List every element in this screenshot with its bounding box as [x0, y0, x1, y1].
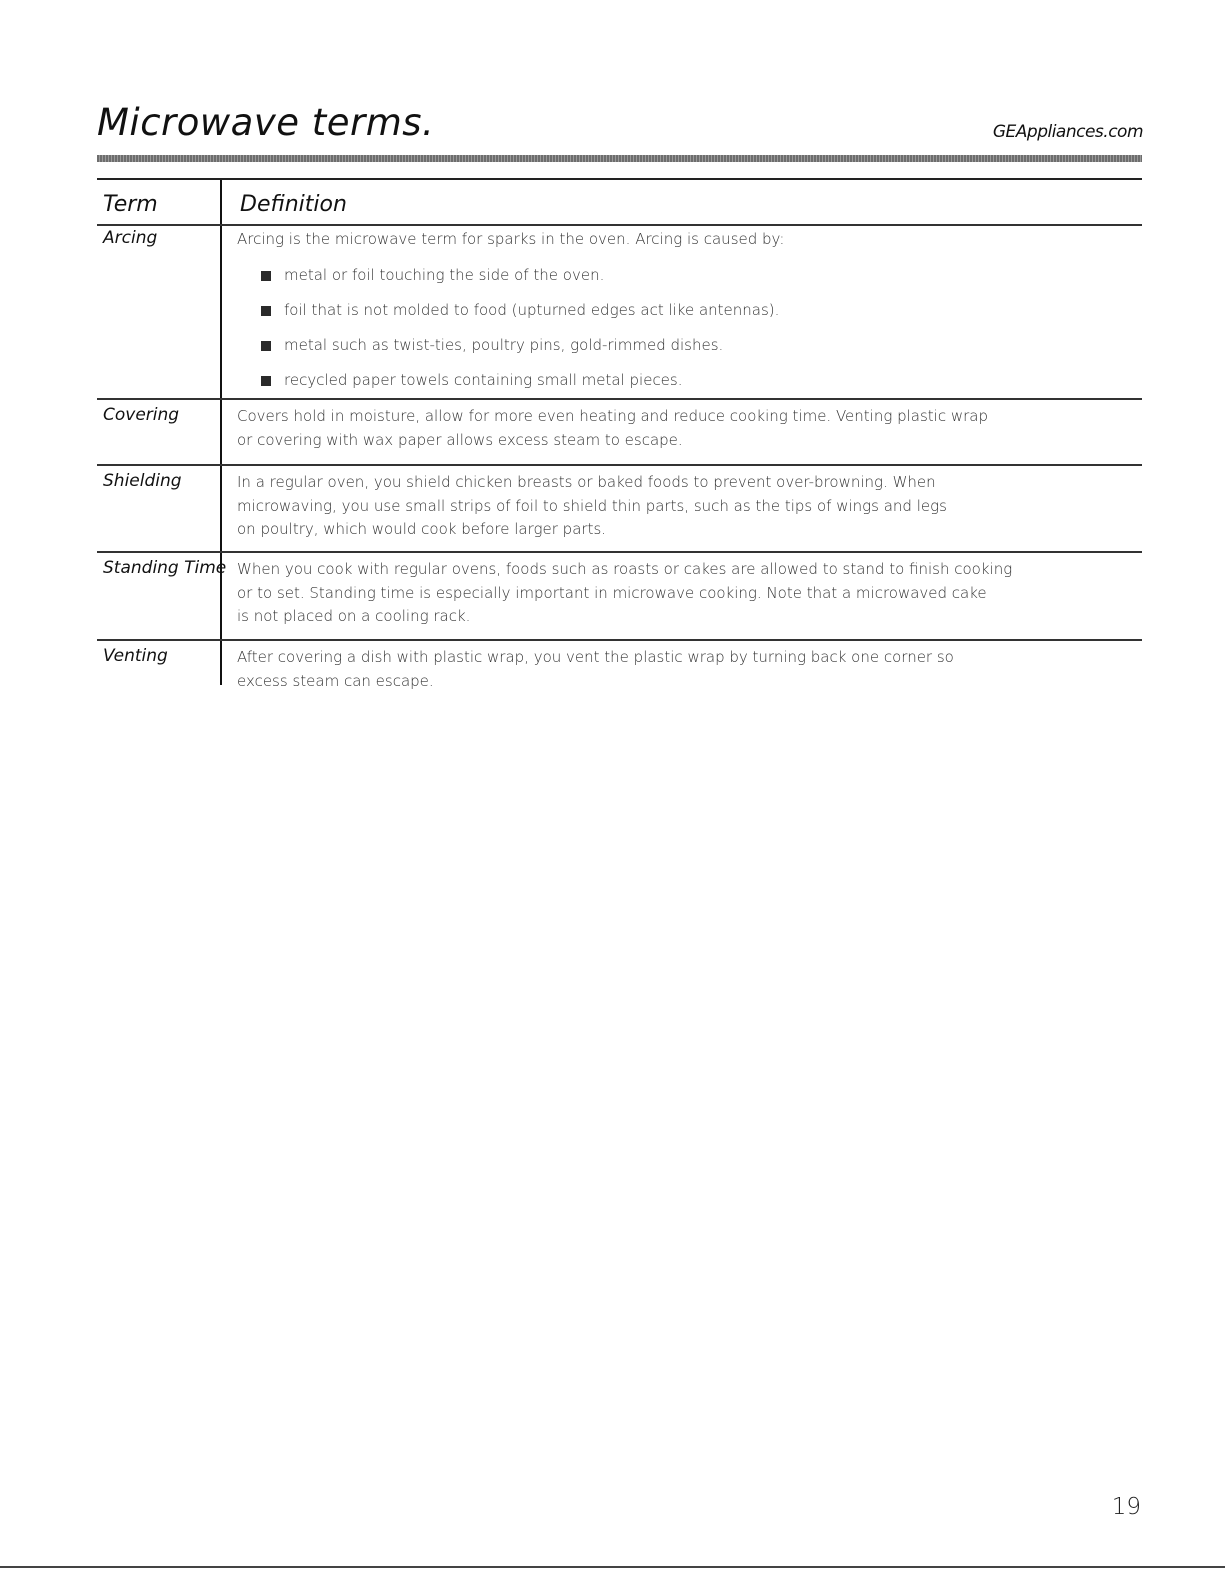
- bottom-rule: [0, 1566, 1225, 1568]
- column-header-definition: Definition: [240, 192, 347, 217]
- definition-line: Covers hold in moisture, allow for more even heating and reduce cooking time. Venting plastic wrap: [237, 407, 989, 425]
- page-number: 19: [1111, 1494, 1141, 1520]
- definition-line: excess steam can escape.: [237, 671, 434, 690]
- definition-line: is not placed on a cooling rack.: [237, 607, 471, 625]
- definition-cell: [237, 466, 1142, 542]
- list-item-text: metal or foil touching the side of the oven.: [284, 265, 605, 284]
- definition-line: When you cook with regular ovens, foods such as roasts or cakes are allowed to stand to finish cooking: [237, 560, 1013, 578]
- definition-line: microwaving, you use small strips of foil to shield thin parts, such as the tips of wings and legs: [237, 496, 947, 515]
- definition-line: on poultry, which would cook before larger parts.: [237, 520, 607, 538]
- definition-cell: [237, 553, 1142, 629]
- title-rule: [97, 155, 1142, 162]
- terms-table: [97, 178, 1142, 691]
- definition-line: In a regular oven, you shield chicken breasts or baked foods to prevent over-browning. When: [237, 473, 936, 491]
- square-bullet-icon: [261, 306, 271, 316]
- definition-text: Arcing is the microwave term for sparks in the oven. Arcing is caused by:: [237, 230, 785, 248]
- bullet-list: [237, 264, 1142, 393]
- term-label: Standing Time: [103, 558, 227, 578]
- term-label: Shielding: [103, 471, 182, 491]
- page-title: Microwave terms.: [97, 101, 435, 144]
- definition-line: or to set. Standing time is especially important in microwave cooking. Note that a microwaved cake: [237, 583, 987, 602]
- list-item: [261, 334, 1142, 358]
- definition-line: or covering with wax paper allows excess steam to escape.: [237, 430, 683, 449]
- list-item-text: foil that is not molded to food (upturned edges act like antennas).: [284, 300, 780, 319]
- term-label: Venting: [103, 646, 168, 666]
- definition-line: After covering a dish with plastic wrap, you vent the plastic wrap by turning back one corner so: [237, 648, 954, 666]
- definition-cell: [237, 226, 1142, 392]
- list-item-text: recycled paper towels containing small metal pieces.: [284, 370, 683, 389]
- table-header-row: [97, 180, 1142, 226]
- table-row: [97, 226, 1142, 400]
- list-item: [261, 299, 1142, 323]
- list-item: [261, 264, 1142, 288]
- square-bullet-icon: [261, 376, 271, 386]
- table-row: [97, 553, 1142, 641]
- term-label: Covering: [103, 405, 180, 425]
- definition-cell: [237, 400, 1142, 452]
- column-header-term: Term: [103, 192, 158, 217]
- square-bullet-icon: [261, 341, 271, 351]
- table-row: [97, 466, 1142, 553]
- definition-cell: [237, 641, 1142, 693]
- list-item: [261, 369, 1142, 393]
- list-item-text: metal such as twist-ties, poultry pins, gold-rimmed dishes.: [284, 335, 724, 354]
- site-url: GEAppliances.com: [992, 122, 1143, 142]
- square-bullet-icon: [261, 271, 271, 281]
- term-label: Arcing: [103, 228, 158, 248]
- table-row: [97, 400, 1142, 466]
- table-row: [97, 641, 1142, 691]
